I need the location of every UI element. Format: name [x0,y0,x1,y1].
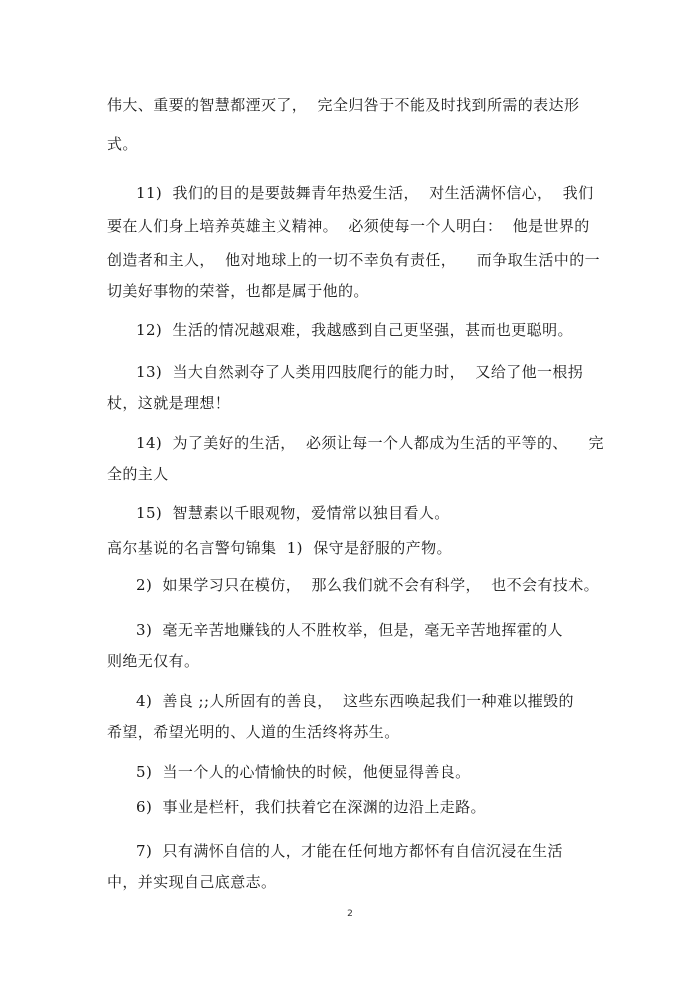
quote-6: 6) 事业是栏杆，我们扶着它在深渊的边沿上走路。 [136,798,486,816]
text-line: 伟大、重要的智慧都湮灭了， 完全归咎于不能及时找到所需的表达形 [107,96,580,114]
quote-15: 15) 智慧素以千眼观物，爱情常以独目看人。 [136,504,450,522]
text-line: 中，并实现自己底意志。 [107,873,277,891]
text-line: 式。 [107,135,138,153]
text-line: 全的主人 [107,465,169,483]
quote-13: 13) 当大自然剥夺了人类用四肢爬行的能力时， 又给了他一根拐 [136,363,584,381]
quote-2: 2) 如果学习只在模仿， 那么我们就不会有科学， 也不会有技术。 [136,576,600,594]
quote-7: 7) 只有满怀自信的人，才能在任何地方都怀有自信沉浸在生活 [136,842,563,860]
quote-14: 14) 为了美好的生活， 必须让每一个人都成为生活的平等的、 完 [136,434,604,452]
text-line: 创造者和主人， 他对地球上的一切不幸负有责任， 而争取生活中的一 [107,251,601,269]
text-line: 切美好事物的荣誉，也都是属于他的。 [107,282,369,300]
quote-5: 5) 当一个人的心情愉快的时候，他便显得善良。 [136,763,471,781]
section-heading: 高尔基说的名言警句锦集 1) 保守是舒服的产物。 [107,539,452,557]
page-number: 2 [347,909,353,919]
text-line: 则绝无仅有。 [107,652,200,670]
quote-11: 11) 我们的目的是要鼓舞青年热爱生活， 对生活满怀信心， 我们 [136,184,594,202]
quote-3: 3) 毫无辛苦地赚钱的人不胜枚举，但是，毫无辛苦地挥霍的人 [136,621,563,639]
text-line: 杖，这就是理想！ [107,394,231,412]
quote-4: 4) 善良 ;;人所固有的善良， 这些东西唤起我们一种难以摧毁的 [136,692,574,710]
text-line: 希望，希望光明的、人道的生活终将苏生。 [107,723,400,741]
text-line: 要在人们身上培养英雄主义精神。 必须使每一个人明白： 他是世界的 [107,217,590,235]
quote-12: 12) 生活的情况越艰难，我越感到自己更坚强，甚而也更聪明。 [136,321,573,339]
